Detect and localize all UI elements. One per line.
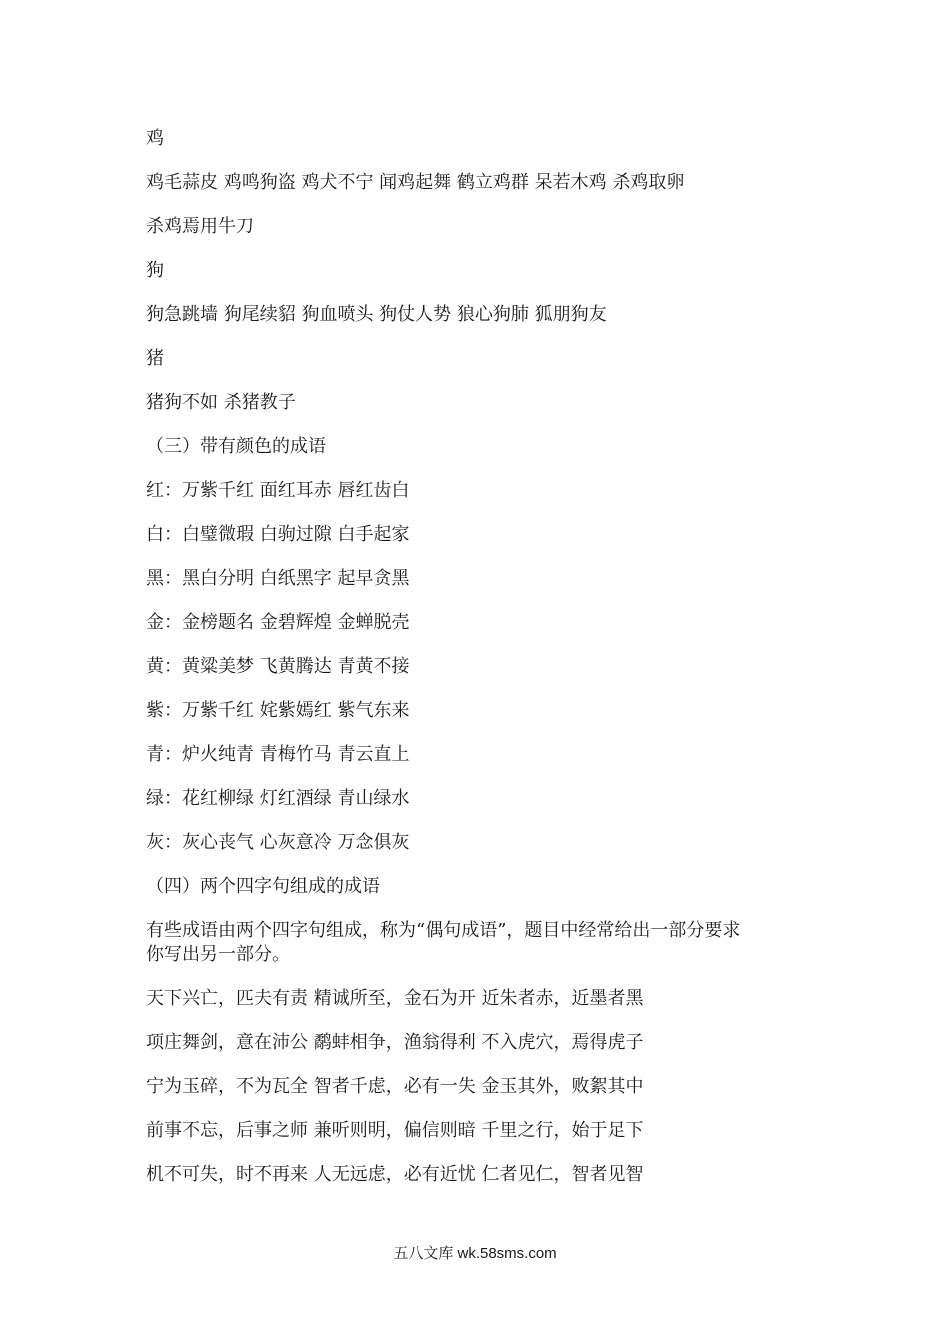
color-idiom-line: 黑：黑白分明 白纸黑字 起早贪黑 <box>146 568 410 589</box>
couplet-idiom-line: 机不可失，时不再来 人无远虑，必有近忧 仁者见仁，智者见智 <box>146 1164 644 1185</box>
color-idiom-line: 紫：万紫千红 姹紫嫣红 紫气东来 <box>146 700 410 721</box>
heading-chicken: 鸡 <box>146 128 164 149</box>
color-idiom-line: 灰：灰心丧气 心灰意冷 万念俱灰 <box>146 832 410 853</box>
couplet-idiom-line: 前事不忘，后事之师 兼听则明，偏信则暗 千里之行，始于足下 <box>146 1120 644 1141</box>
color-idiom-line: 金：金榜题名 金碧辉煌 金蝉脱壳 <box>146 612 410 633</box>
couplet-idiom-line: 天下兴亡，匹夫有责 精诚所至，金石为开 近朱者赤，近墨者黑 <box>146 988 644 1009</box>
section-heading-colors: （三）带有颜色的成语 <box>146 436 326 457</box>
color-idiom-line: 绿：花红柳绿 灯红酒绿 青山绿水 <box>146 788 410 809</box>
color-idiom-line: 红：万紫千红 面红耳赤 唇红齿白 <box>146 480 410 501</box>
paragraph-line: 有些成语由两个四字句组成，称为“偶句成语”，题目中经常给出一部分要求 <box>146 920 741 941</box>
heading-dog: 狗 <box>146 260 164 281</box>
idiom-line: 狗急跳墙 狗尾续貂 狗血喷头 狗仗人势 狼心狗肺 狐朋狗友 <box>146 304 607 325</box>
couplet-idiom-line: 宁为玉碎，不为瓦全 智者千虑，必有一失 金玉其外，败絮其中 <box>146 1076 644 1097</box>
idiom-line: 杀鸡焉用牛刀 <box>146 216 254 237</box>
heading-pig: 猪 <box>146 348 164 369</box>
couplet-idiom-line: 项庄舞剑，意在沛公 鹬蚌相争，渔翁得利 不入虎穴，焉得虎子 <box>146 1032 644 1053</box>
color-idiom-line: 黄：黄粱美梦 飞黄腾达 青黄不接 <box>146 656 410 677</box>
color-idiom-line: 白：白璧微瑕 白驹过隙 白手起家 <box>146 524 410 545</box>
color-idiom-line: 青：炉火纯青 青梅竹马 青云直上 <box>146 744 410 765</box>
paragraph-line: 你写出另一部分。 <box>146 944 290 965</box>
idiom-line: 猪狗不如 杀猪教子 <box>146 392 296 413</box>
section-heading-couplets: （四）两个四字句组成的成语 <box>146 876 380 897</box>
idiom-line: 鸡毛蒜皮 鸡鸣狗盗 鸡犬不宁 闻鸡起舞 鹤立鸡群 呆若木鸡 杀鸡取卵 <box>146 172 685 193</box>
footer-watermark: 五八文库 wk.58sms.com <box>393 1245 557 1262</box>
